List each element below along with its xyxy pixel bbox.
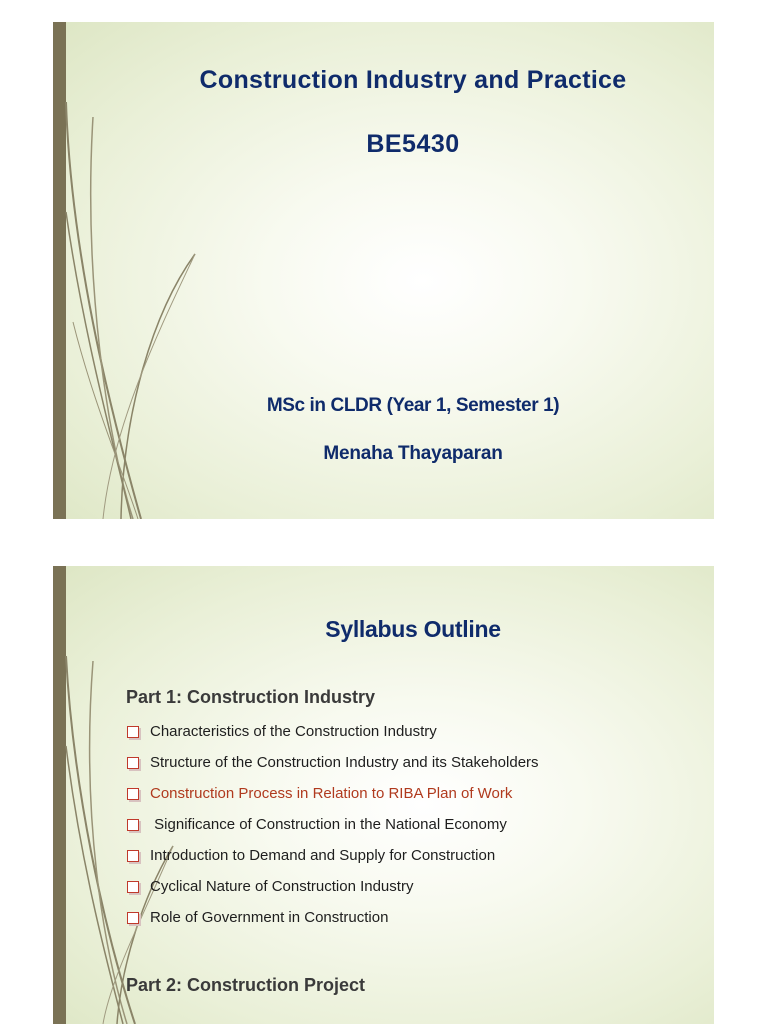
program-subtitle: MSc in CLDR (Year 1, Semester 1) <box>266 395 560 416</box>
list-item: Cyclical Nature of Construction Industry <box>126 877 539 908</box>
syllabus-list <box>126 722 539 939</box>
checkbox-bullet-icon <box>127 757 139 769</box>
course-code: BE5430 <box>366 130 460 158</box>
list-item: Significance of Construction in the National Economy <box>126 815 539 846</box>
checkbox-bullet-icon <box>127 850 139 862</box>
checkbox-bullet-icon <box>127 788 139 800</box>
part-2-heading: Part 2: Construction Project <box>126 975 366 995</box>
list-item-highlighted: Construction Process in Relation to RIBA Plan of Work <box>126 784 539 815</box>
list-item: Structure of the Construction Industry and its Stakeholders <box>126 753 539 784</box>
slide-heading: Syllabus Outline <box>325 616 501 642</box>
slide-syllabus <box>53 566 714 1024</box>
author-name: Menaha Thayaparan <box>323 443 503 464</box>
checkbox-bullet-icon <box>127 726 139 738</box>
list-item: Introduction to Demand and Supply for Construction <box>126 846 539 877</box>
list-item: Role of Government in Construction <box>126 908 539 939</box>
slide-title <box>53 22 714 519</box>
checkbox-bullet-icon <box>127 912 139 924</box>
part-1-heading: Part 1: Construction Industry <box>126 687 376 707</box>
checkbox-bullet-icon <box>127 881 139 893</box>
course-title: Construction Industry and Practice <box>199 66 627 94</box>
list-item: Characteristics of the Construction Industry <box>126 722 539 753</box>
checkbox-bullet-icon <box>127 819 139 831</box>
